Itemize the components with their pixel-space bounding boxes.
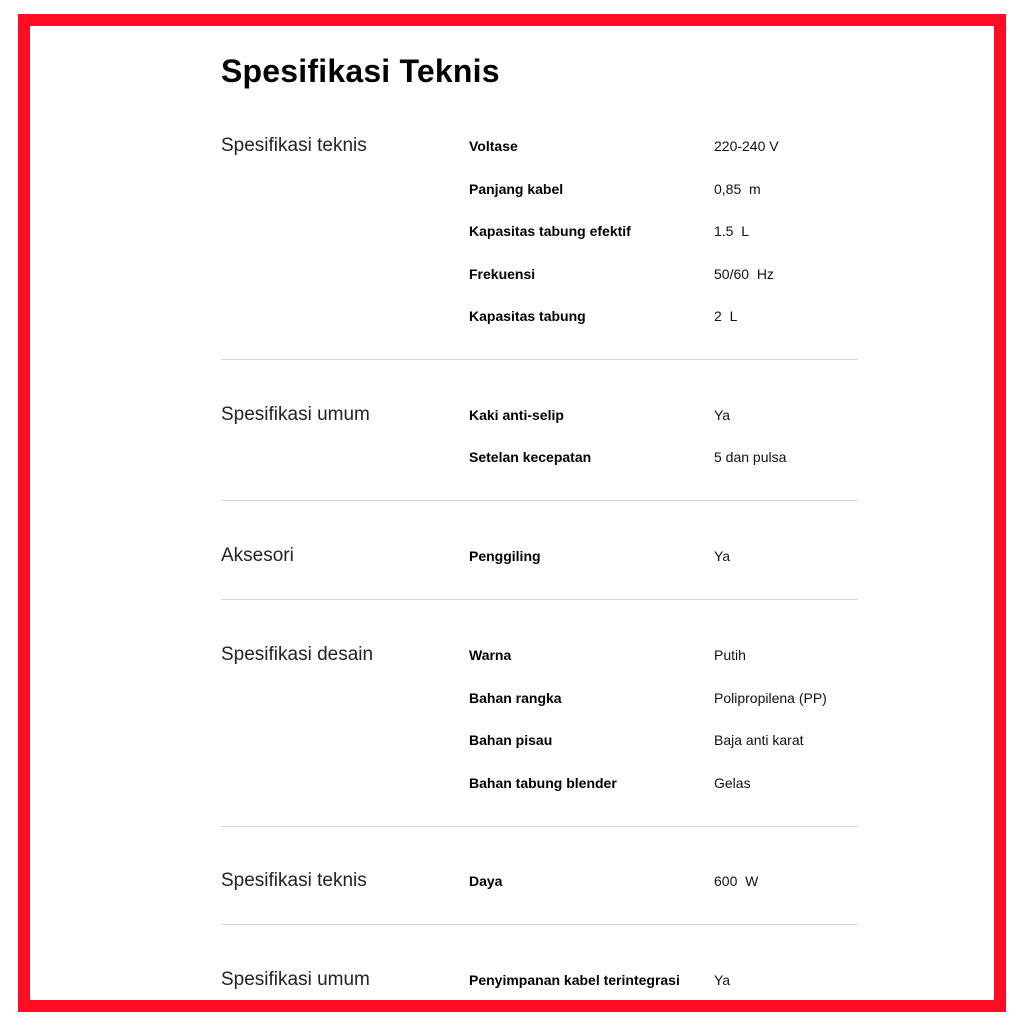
spec-label: Bahan pisau xyxy=(469,732,553,748)
section-title: Spesifikasi teknis xyxy=(221,135,367,156)
spec-value: Baja anti karat xyxy=(714,732,804,748)
spec-label: Kaki anti-selip xyxy=(469,407,564,423)
spec-value: 1.5 L xyxy=(714,223,750,239)
spec-value: 50/60 Hz xyxy=(714,266,774,282)
page-title: Spesifikasi Teknis xyxy=(221,53,500,89)
spec-row xyxy=(469,304,858,328)
spec-value: Gelas xyxy=(714,775,751,791)
spec-label: Daya xyxy=(469,873,503,889)
spec-row xyxy=(469,686,858,710)
section-title: Spesifikasi umum xyxy=(221,969,370,990)
spec-label: Warna xyxy=(469,647,512,663)
section-divider xyxy=(221,599,858,600)
spec-row xyxy=(469,643,858,667)
spec-row xyxy=(469,445,858,469)
spec-row xyxy=(469,728,858,752)
red-frame xyxy=(18,14,1006,1012)
section-divider xyxy=(221,826,858,827)
spec-row xyxy=(469,869,858,893)
spec-row xyxy=(469,177,858,201)
section-divider xyxy=(221,500,858,501)
section-title: Spesifikasi desain xyxy=(221,644,374,665)
spec-label: Frekuensi xyxy=(469,266,536,282)
spec-value: 0,85 m xyxy=(714,181,761,197)
spec-value: Ya xyxy=(714,972,731,988)
section-title: Aksesori xyxy=(221,545,294,566)
section-title: Spesifikasi umum xyxy=(221,404,370,425)
spec-row xyxy=(469,403,858,427)
spec-label: Penggiling xyxy=(469,548,541,564)
spec-label: Bahan tabung blender xyxy=(469,775,617,791)
spec-row xyxy=(469,262,858,286)
spec-label: Kapasitas tabung efektif xyxy=(469,223,631,239)
spec-row xyxy=(469,968,858,992)
spec-value: 5 dan pulsa xyxy=(714,449,787,465)
spec-value: 2 L xyxy=(714,308,738,324)
spec-value: 220-240 V xyxy=(714,138,779,154)
spec-value: Polipropilena (PP) xyxy=(714,690,827,706)
spec-label: Kapasitas tabung xyxy=(469,308,586,324)
spec-label: Bahan rangka xyxy=(469,690,562,706)
spec-label: Penyimpanan kabel terintegrasi xyxy=(469,972,680,988)
spec-value: Ya xyxy=(714,407,731,423)
spec-row xyxy=(469,544,858,568)
spec-value: 600 W xyxy=(714,873,759,889)
section-divider xyxy=(221,359,858,360)
spec-label: Voltase xyxy=(469,138,518,154)
section-divider xyxy=(221,924,858,925)
spec-value: Putih xyxy=(714,647,746,663)
spec-value: Ya xyxy=(714,548,731,564)
spec-row xyxy=(469,134,858,158)
spec-label: Setelan kecepatan xyxy=(469,449,592,465)
spec-row xyxy=(469,771,858,795)
section-title: Spesifikasi teknis xyxy=(221,870,367,891)
spec-row xyxy=(469,219,858,243)
spec-label: Panjang kabel xyxy=(469,181,564,197)
